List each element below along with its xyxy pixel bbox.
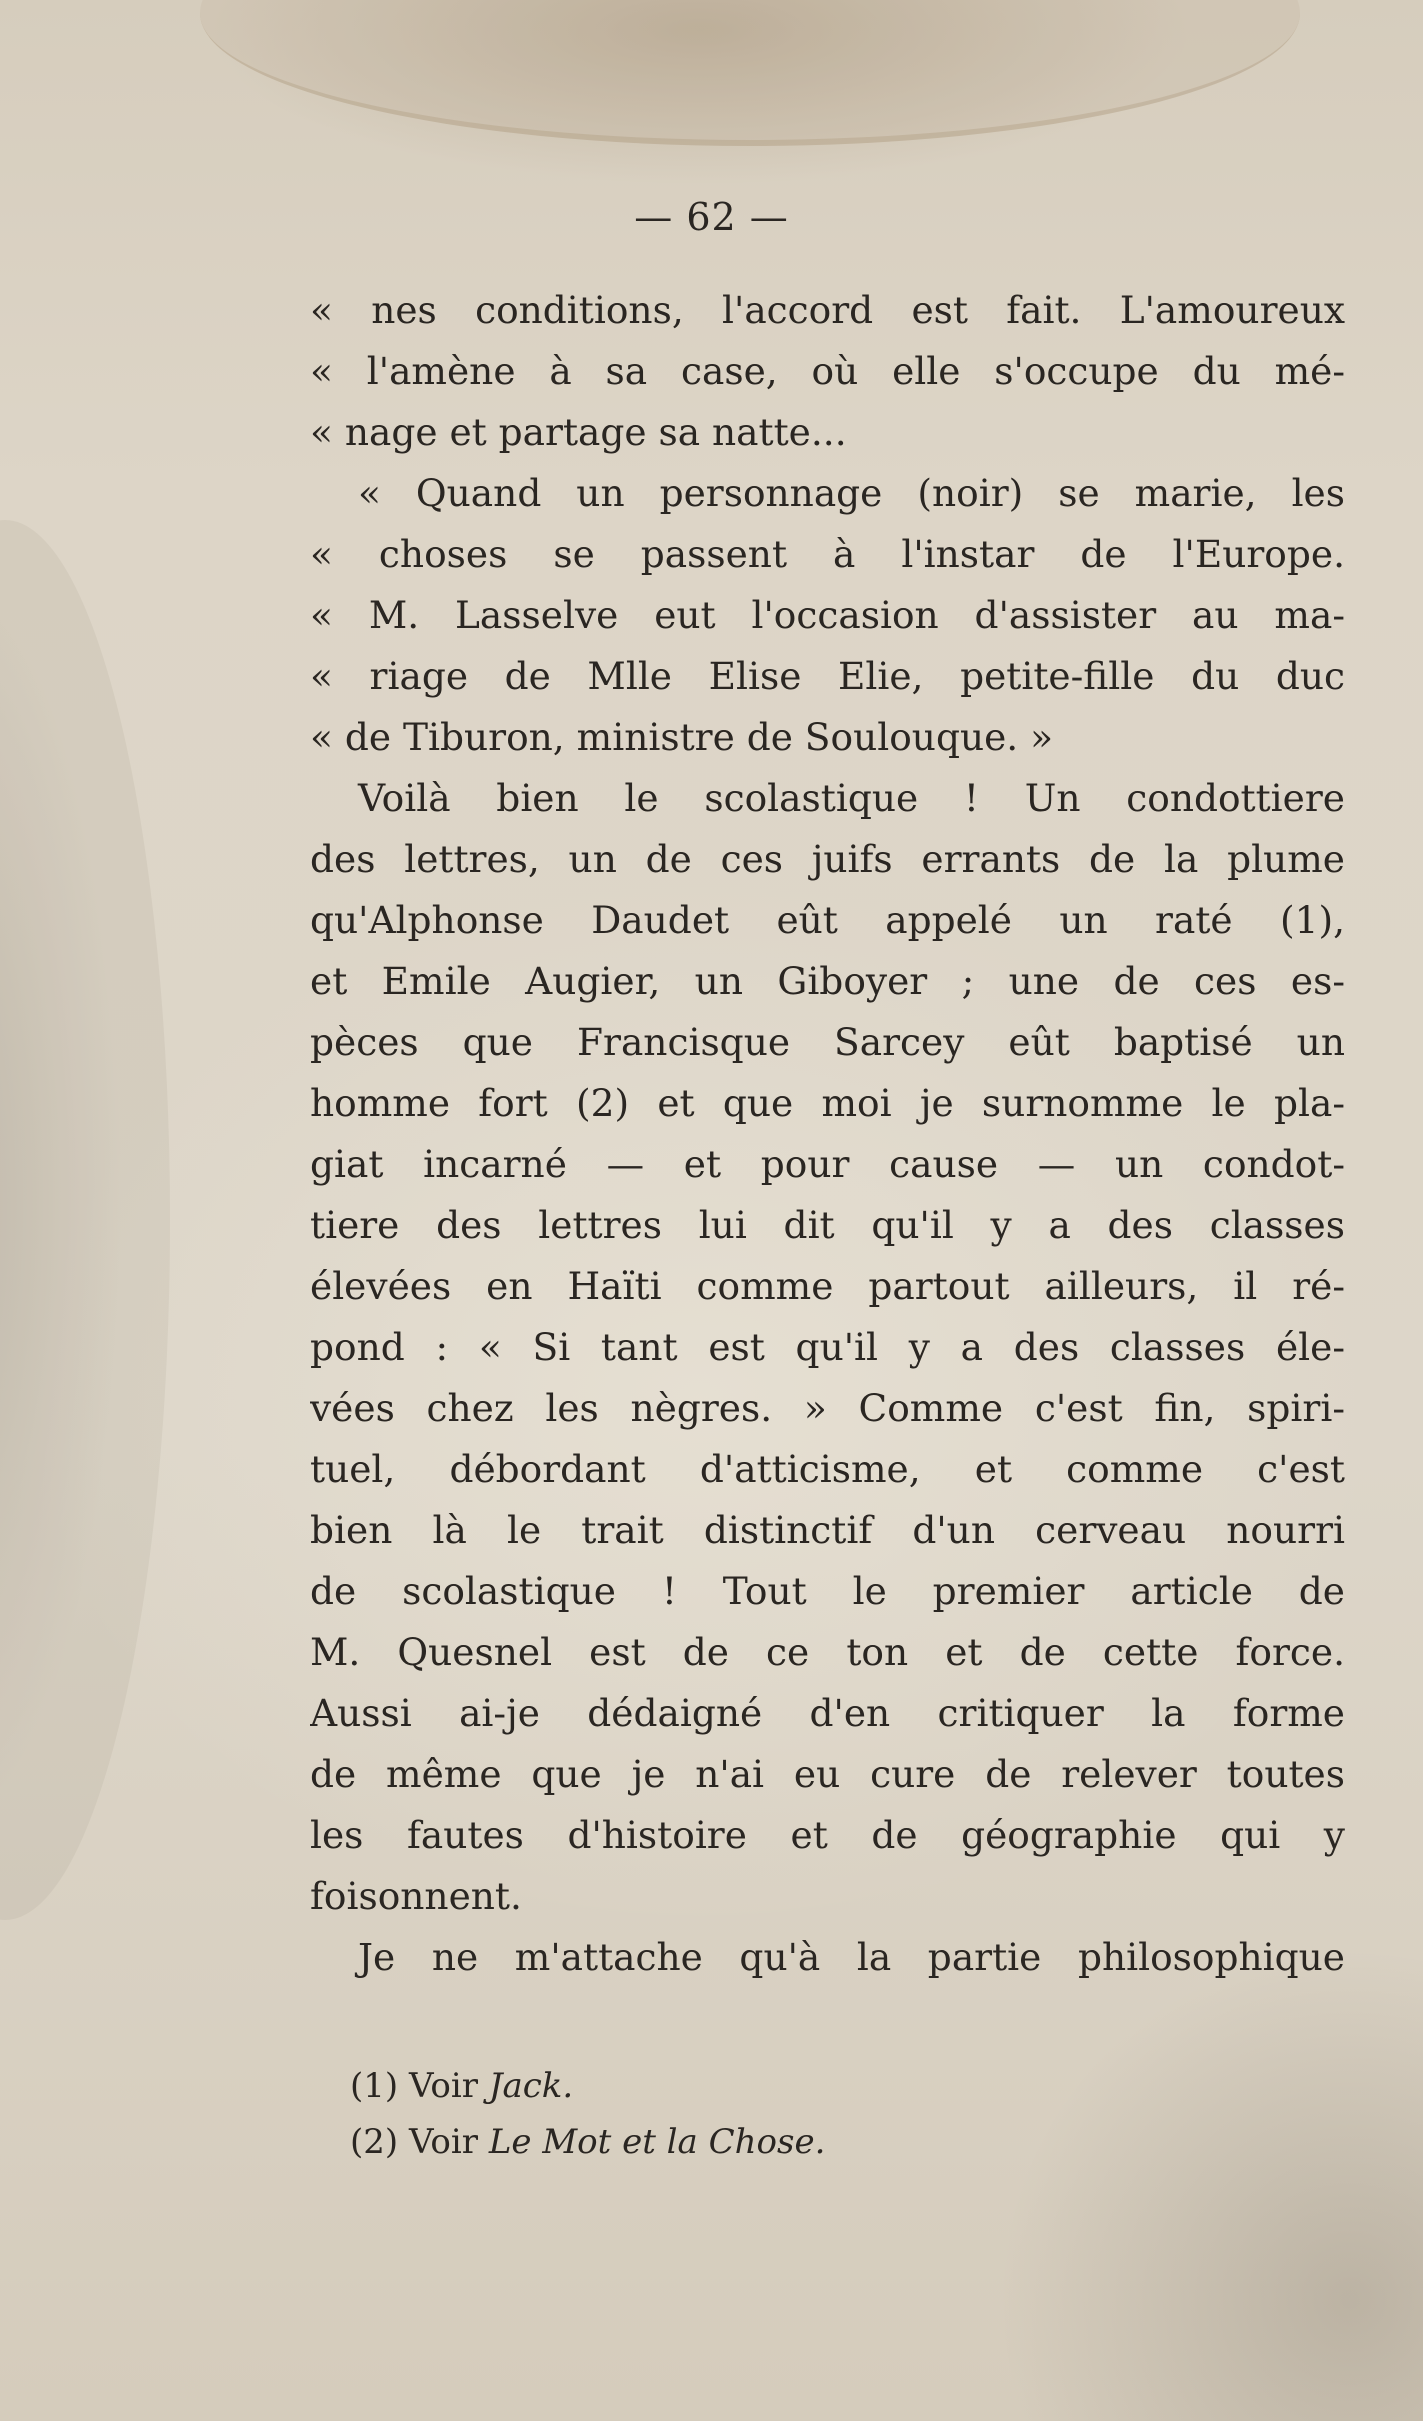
text-line: « de Tiburon, ministre de Soulouque. » <box>310 715 1054 759</box>
footnote-2 <box>350 2114 1250 2170</box>
text-line: les fautes d'histoire et de géographie qui y <box>310 1813 1345 1857</box>
text-line: M. Quesnel est de ce ton et de cette force. <box>310 1630 1345 1674</box>
text-line: tiere des lettres lui dit qu'il y a des classes <box>310 1203 1345 1247</box>
footnote-marker: (2) Voir <box>350 2122 478 2162</box>
text-line: et Emile Augier, un Giboyer ; une de ces es- <box>310 959 1345 1003</box>
footnote-marker: (1) Voir <box>350 2066 478 2106</box>
text-line: Je ne m'attache qu'à la partie philosophique <box>358 1935 1345 1979</box>
text-line: bien là le trait distinctif d'un cerveau nourri <box>310 1508 1345 1552</box>
text-line: « M. Lasselve eut l'occasion d'assister au ma- <box>310 593 1345 637</box>
text-line: « choses se passent à l'instar de l'Europe. <box>310 532 1345 576</box>
text-line: homme fort (2) et que moi je surnomme le pla- <box>310 1081 1345 1125</box>
text-line: qu'Alphonse Daudet eût appelé un raté (1), <box>310 898 1345 942</box>
text-line: de même que je n'ai eu cure de relever toutes <box>310 1752 1345 1796</box>
text-line: élevées en Haïti comme partout ailleurs, il ré- <box>310 1264 1345 1308</box>
text-line: giat incarné — et pour cause — un condot- <box>310 1142 1345 1186</box>
text-line: Voilà bien le scolastique ! Un condottiere <box>358 776 1345 820</box>
text-line: de scolastique ! Tout le premier article de <box>310 1569 1345 1613</box>
water-stain <box>200 0 1300 146</box>
page-shadow <box>0 520 170 1920</box>
text-line: tuel, débordant d'atticisme, et comme c'est <box>310 1447 1345 1491</box>
text-line: « Quand un personnage (noir) se marie, les <box>358 471 1345 515</box>
text-line: vées chez les nègres. » Comme c'est fin, spiri- <box>310 1386 1345 1430</box>
text-line: « l'amène à sa case, où elle s'occupe du mé- <box>310 349 1345 393</box>
footnote-title: Le Mot et la Chose. <box>488 2122 826 2162</box>
text-line: « nage et partage sa natte... <box>310 410 847 454</box>
text-line: « riage de Mlle Elise Elie, petite-fille du duc <box>310 654 1345 698</box>
text-line: pèces que Francisque Sarcey eût baptisé un <box>310 1020 1345 1064</box>
footnote-title: Jack. <box>488 2066 574 2106</box>
page-number: — 62 — <box>634 195 789 239</box>
text-line: Aussi ai-je dédaigné d'en critiquer la forme <box>310 1691 1345 1735</box>
footnote-1 <box>350 2058 1250 2114</box>
text-line: pond : « Si tant est qu'il y a des classes éle- <box>310 1325 1345 1369</box>
body-text <box>310 280 1345 1988</box>
text-line: « nes conditions, l'accord est fait. L'amoureux <box>310 288 1345 332</box>
footnotes <box>350 2058 1250 2170</box>
text-line: des lettres, un de ces juifs errants de la plume <box>310 837 1345 881</box>
text-line: foisonnent. <box>310 1874 522 1918</box>
